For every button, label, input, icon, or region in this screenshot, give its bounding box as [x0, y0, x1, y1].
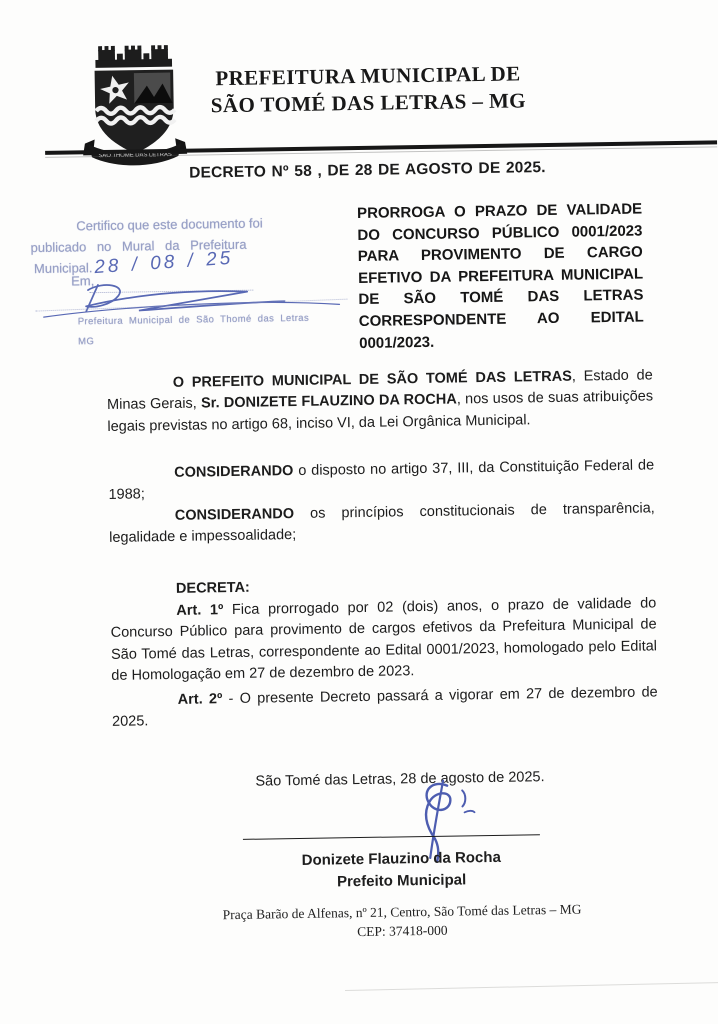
stamp-line-1: Certifico que este documento foi: [76, 215, 263, 234]
art-2-label: Art. 2º: [177, 691, 223, 708]
intro-bold-2: Sr. DONIZETE FLAUZINO DA ROCHA: [200, 391, 457, 412]
decreta-heading: DECRETA:: [175, 579, 250, 597]
decree-summary: PRORROGA O PRAZO DE VALIDADE DO CONCURSO PÚBLICO 0001/2023 PARA PROVIMENTO DE CARGO EFETIVO DA PREFEITURA MUNICIPAL DE SÃO TOMÉ DAS LETRAS CORRESPONDENTE AO EDITAL 0001/2023.: [356, 200, 644, 352]
art-1-label: Art. 1º: [176, 602, 224, 619]
decree-title: DECRETO Nº 58 , DE 28 DE AGOSTO DE 2025.: [189, 159, 546, 182]
publication-stamp: [30, 206, 352, 348]
org-name-line2: SÃO TOMÉ DAS LETRAS – MG: [210, 88, 527, 118]
footer-cep: CEP: 37418-000: [357, 922, 448, 940]
intro-text-2: , nos usos de suas atribuições legais previstas no artigo 68, inciso VI, da Lei Orgânica Municipal.: [107, 388, 654, 435]
paragraph-considering-2: [109, 498, 656, 549]
stamp-line-3: Municipal.: [33, 260, 93, 277]
signer-name: Donizete Flauzino da Rocha: [301, 848, 501, 869]
art-2-text: - O presente Decreto passará a vigorar em 27 de dezembro de 2025.: [111, 684, 658, 731]
org-name: [202, 60, 535, 119]
stamp-line-2: publicado no Mural da Prefeitura: [30, 236, 247, 256]
signer-title: Prefeito Municipal: [336, 871, 467, 891]
considering-2-keyword: CONSIDERANDO: [174, 506, 295, 524]
crest-banner-text: SÃO THOMÉ DAS LETRAS: [98, 151, 172, 160]
considering-1-text: o disposto no artigo 37, III, da Constituição Federal de 1988;: [108, 457, 655, 504]
art-1-text: Fica prorrogado por 02 (dois) anos, o prazo de validade do Concurso Público para provimento de cargos efetivos da Prefeitura Municipal de São Tomé das Letras, correspondente ao Edital 0001/2023, homologado pelo Edital de Homologação em 27 de dezembro de 2023.: [110, 595, 658, 685]
place-date-line: São Tomé das Letras, 28 de agosto de 2025.: [255, 769, 545, 790]
considering-1-keyword: CONSIDERANDO: [174, 463, 294, 481]
intro-text-1: , Estado de Minas Gerais,: [106, 367, 653, 414]
stamp-handwritten-date: 28 / 08 / 25: [93, 247, 234, 279]
stamp-footer-text: Prefeitura Municipal de São Thomé das Letras MG: [77, 312, 310, 348]
org-name-line1: PREFEITURA MUNICIPAL DE: [215, 61, 521, 91]
paragraph-intro: [107, 365, 654, 438]
intro-bold-1: O PREFEITO MUNICIPAL DE SÃO TOMÉ DAS LETRAS: [172, 368, 572, 391]
stamp-em-label: Em,: [71, 273, 95, 289]
paragraph-art-2: [112, 682, 659, 733]
paragraph-art-1: [110, 593, 657, 687]
footer-address: Praça Barão de Alfenas, nº 21, Centro, São Tomé das Letras – MG: [222, 901, 582, 923]
considering-2-text: os princípios constitucionais de transparência, legalidade e impessoalidade;: [109, 500, 655, 547]
